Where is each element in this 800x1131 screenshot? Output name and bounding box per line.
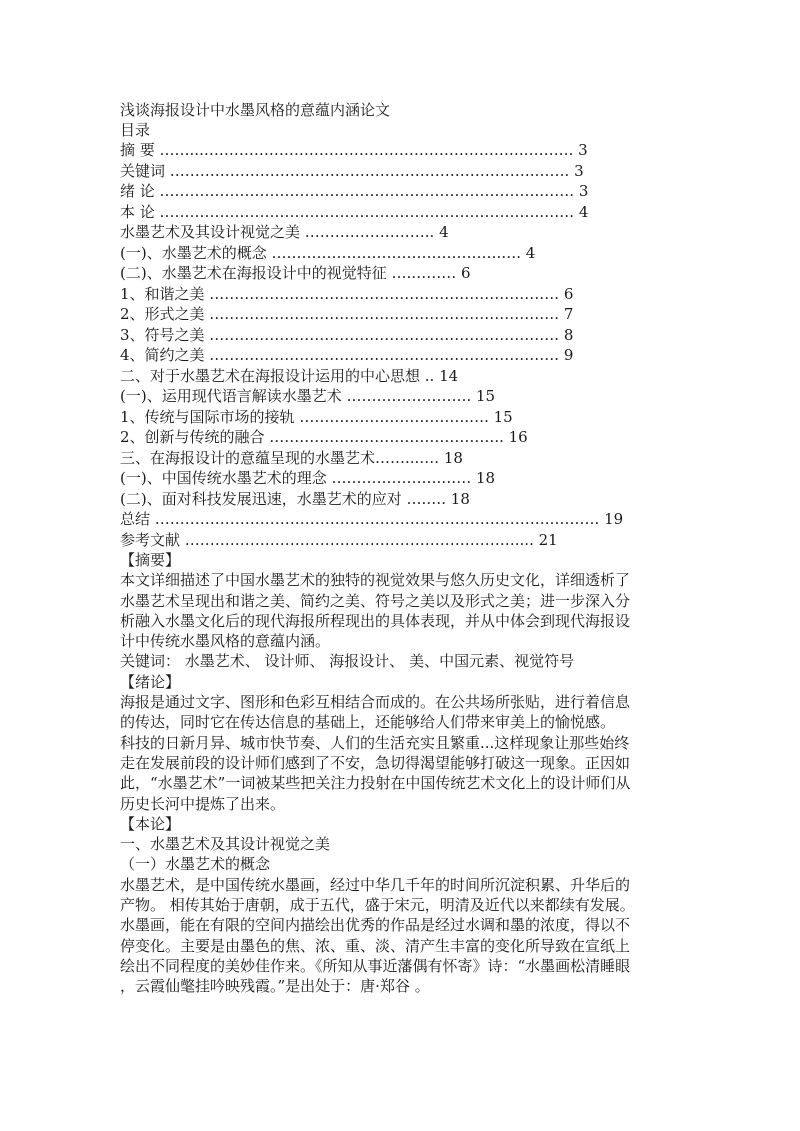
intro-line: 走在发展前段的设计师们感到了不安，急切得渴望能够打破这一现象。正因如 [120, 753, 631, 772]
paragraph-line: 水墨画，能在有限的空间内描绘出优秀的作品是经过水调和墨的浓度，得以不 [120, 916, 631, 935]
toc-entry: 参考文献 ………………………………………………………….... 21 [120, 530, 558, 549]
toc-entry: 二、对于水墨艺术在海报设计运用的中心思想 .. 14 [120, 366, 459, 385]
main-heading: 【本论】 [120, 814, 181, 833]
toc-entry: 3、符号之美 ……………………………………………………………. 8 [120, 325, 574, 344]
toc-entry: 1、和谐之美 ……………………………………………………………. 6 [120, 284, 574, 303]
abstract-line: 本文详细描述了中国水墨艺术的独特的视觉效果与悠久历史文化，详细透析了 [120, 571, 631, 590]
toc-entry: 总结 …………………………………………………………………….………. 19 [120, 510, 624, 528]
intro-line: 此，“水墨艺术”一词被某些把关注力投射在中国传统艺术文化上的设计师们从 [120, 774, 631, 793]
section-heading: 一、水墨艺术及其设计视觉之美 [120, 835, 331, 854]
toc-entry: 本 论 ………………………………………………………………….……. 4 [120, 202, 589, 221]
toc-entry: (一)、水墨艺术的概念 ……………………………………….…. 4 [120, 243, 536, 262]
intro-line: 科技的日新月异、城市快节奏、人们的生活充实且繁重...这样现象让那些始终 [120, 733, 630, 752]
subsection-paragraph [120, 875, 682, 997]
intro-line: 海报是通过文字、图形和色彩互相结合而成的。在公共场所张贴，进行着信息 [120, 693, 631, 712]
toc-entry: 绪 论 ………………………………………………………………….……. 3 [120, 182, 589, 200]
paragraph-line: ，云霞仙氅挂吟映残霞。”是出处于：唐·郑谷 。 [120, 977, 430, 996]
toc-entry: 4、简约之美 ……………………………………………………………. 9 [120, 346, 574, 364]
paragraph-line: 停变化。主要是由墨色的焦、浓、重、淡、清产生丰富的变化所导致在宣纸上 [120, 936, 631, 955]
abstract-heading: 【摘要】 [120, 551, 181, 569]
table-of-contents [120, 140, 682, 550]
toc-entry: (二)、水墨艺术在海报设计中的视觉特征 ….……… 6 [120, 264, 471, 282]
toc-entry: 水墨艺术及其设计视觉之美 …………………….. 4 [120, 223, 449, 241]
toc-entry: 2、创新与传统的融合 ……………………………………….. 16 [120, 428, 528, 446]
toc-entry: (二)、面对科技发展迅速，水墨艺术的应对 ….…. 18 [120, 489, 470, 508]
abstract-line: 析融入水墨文化后的现代海报所程现出的具体表现，并从中体会到现代海报设 [120, 611, 631, 630]
intro-paragraph [120, 692, 682, 814]
keywords-line: 关键词： 水墨艺术、 设计师、 海报设计、 美、中国元素、视觉符号 [120, 652, 575, 671]
document-title: 浅谈海报设计中水墨风格的意蕴内涵论文 [120, 101, 391, 119]
toc-heading: 目录 [120, 121, 151, 139]
abstract-paragraph [120, 570, 682, 651]
intro-line: 历史长河中提炼了出来。 [120, 794, 286, 813]
paragraph-line: 产物。 相传其始于唐朝，成于五代，盛于宋元，明清及近代以来都续有发展。 [120, 896, 635, 915]
toc-entry: 1、传统与国际市场的接轨 …………………………….…. 15 [120, 407, 513, 426]
paragraph-line: 绘出不同程度的美妙佳作来。《所知从事近藩偶有怀寄》诗：“水墨画松清睡眼 [120, 956, 631, 975]
toc-entry: 2、形式之美 ……………………………………………………………. 7 [120, 305, 574, 323]
abstract-line: 水墨艺术呈现出和谐之美、简约之美、符号之美以及形式之美；进一步深入分 [120, 591, 631, 610]
toc-entry: (一)、中国传统水墨艺术的理念 ………………….…… 18 [120, 469, 496, 487]
abstract-line: 计中传统水墨风格的意蕴内涵。 [120, 632, 331, 651]
toc-entry: 三、在海报设计的意蕴呈现的水墨艺术……...…. 18 [120, 448, 463, 467]
toc-entry: (一)、运用现代语言解读水墨艺术 ……………………. 15 [120, 387, 496, 405]
toc-entry: 关键词 ……………………………………………………………….……. 3 [120, 161, 584, 180]
intro-line: 的传达，同时它在传达信息的基础上，还能够给人们带来审美上的愉悦感。 [120, 713, 616, 732]
paragraph-line: 水墨艺术，是中国传统水墨画，经过中华几千年的时间所沉淀积累、升华后的 [120, 875, 631, 894]
document-page [120, 100, 682, 997]
toc-entry: 摘 要 ……...……………………………………………………….………. 3 [120, 141, 588, 159]
subsection-heading: （一）水墨艺术的概念 [120, 855, 271, 874]
intro-heading: 【绪论】 [120, 672, 181, 691]
